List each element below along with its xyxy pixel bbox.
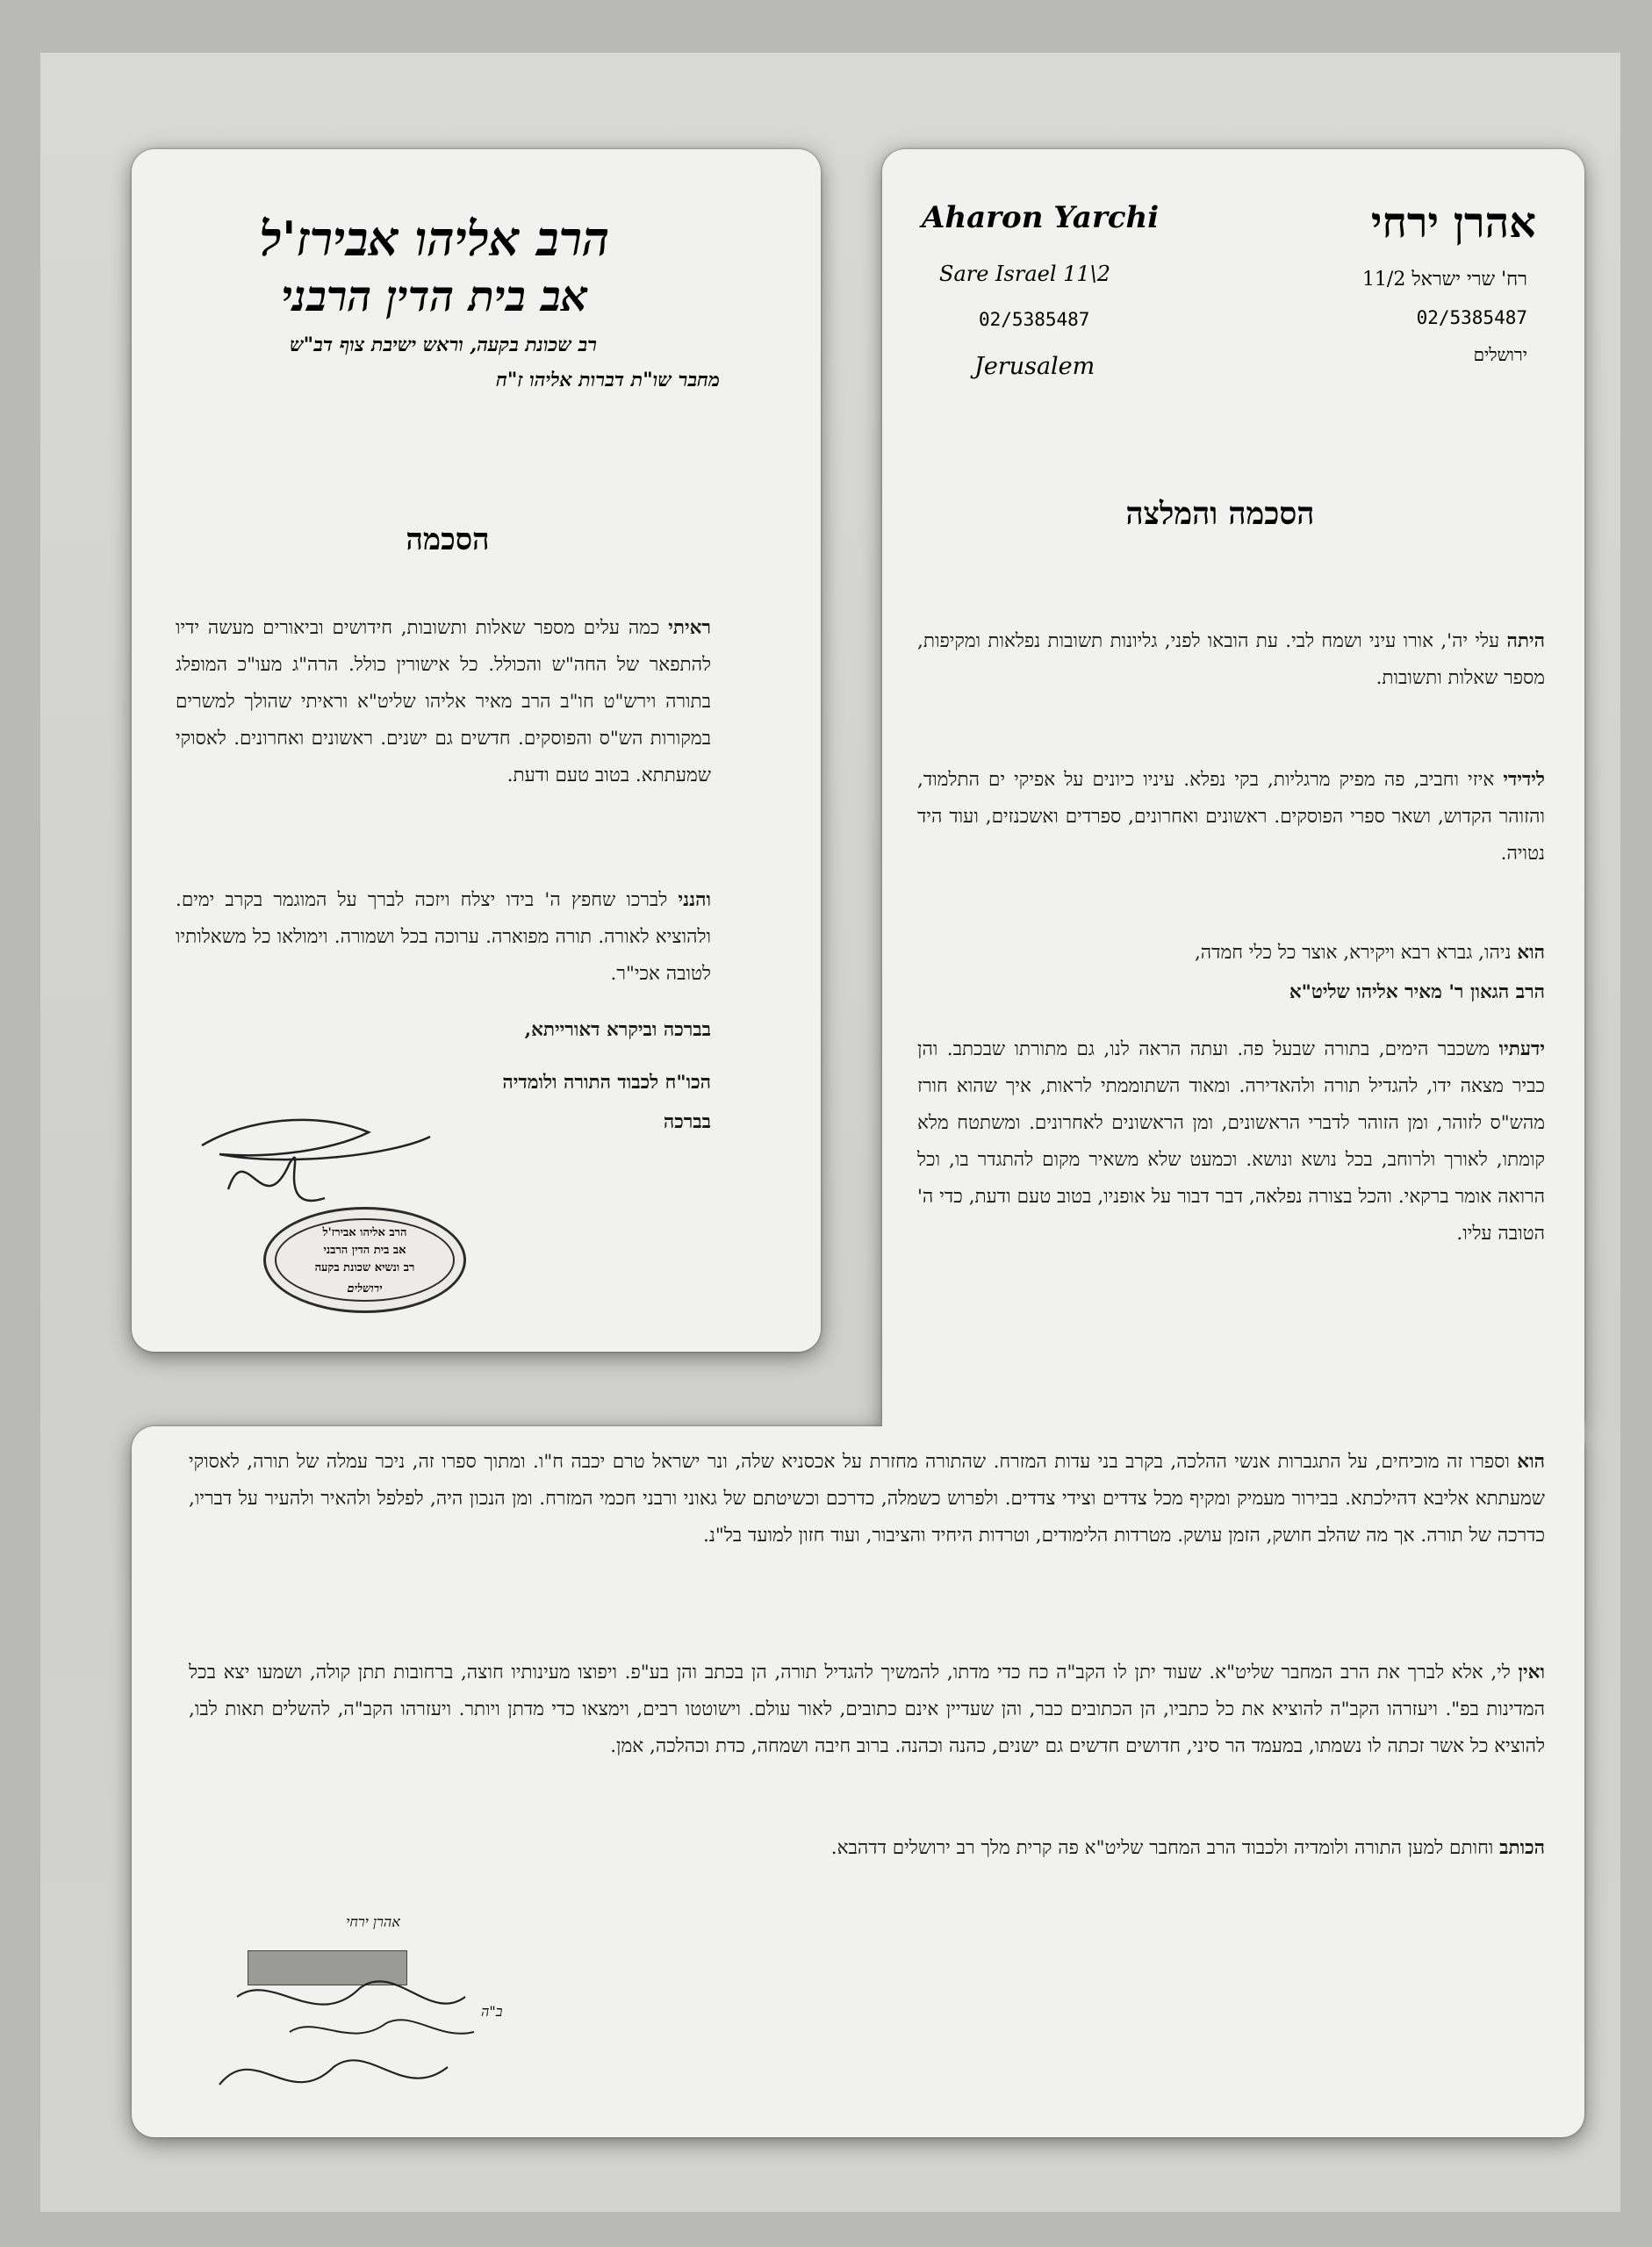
- signature-name-top: אהרן ירחי: [346, 1913, 400, 1930]
- right-paragraph-3: הוא ניהו, גברא רבא ויקירא, אוצר כל כלי חמדה,: [1194, 942, 1545, 964]
- letterhead-hebrew-address: רח' שרי ישראל 11/2: [1361, 269, 1527, 291]
- right-paragraph-4: הרב הגאון ר' מאיר אליהו שליט"א: [1289, 981, 1545, 1003]
- bottom-paragraph-2: ואין לי, אלא לברך את הרב המחבר שליט"א. שעוד יתן לו הקב"ה כח כדי מדתו, להמשיך להגדיל תורה, הן בכתב והן בע"פ. ויפוצו מעינותיו חוצה, ברחובות תתן קולה, ושמעו יצא בכל המדינות בפ". ויעזרהו הקב"ה להוציא את כל כתביו, הן הכתובים כבר, והן שעדיין אינם כתובים, לאור עולם. וישוטטו רבים, וימצאו כדי מדתן ויותר. ויעזרהו הקב"ה, להשלים תאות לבו, להוציא כל אשר זכתה לו נשמתו, במעמד הר סיני, חדושים חדשים גם ישנים, כהנה וכהנה. ברוב חיבה ושמחה, כדת וכהלכה, אמן.: [189, 1662, 1545, 1757]
- bottom-paragraph-1: הוא וספרו זה מוכיחים, על התגברות אנשי ההלכה, בקרב בני עדות המזרח. שהתורה מחזרת על אכסניא שלה, ונר ישראל טרם יכבה ח"ו. ומתוך ספרו זה, ניכר עמלה של תורה, לאסוקי שמעתתא אליבא דהילכתא. בבירור מעמיק ומקיף מכל צדדים וצידי צדדים. ולפרוש כשמלה, כדרכם וכשיטתם של גאוני ורבני חכמי המזרח. ומן הנכון היה, לפלפל ולהאיר ולהעיר על דבריו, כדרכה של תורה. אך מה שהלב חושק, הזמן עושק. מטרדות הלימודים, וטרדות היחיד והציבור, ועוד חזון למועד בל"נ.: [189, 1451, 1545, 1547]
- left-paragraph-1: ראיתי כמה עלים מספר שאלות ותשובות, חידושים וביאורים מעשה ידיו להתפאר של החה"ש והכולל. כל אישורין כולל. הרה"ג מעו"כ המופלג בתורה וירש"ט חו"ב הרב מאיר אליהו שליט"א וראיתי שהולך למשרים במקורות הש"ס והפוסקים. חדשים גם ישנים. ראשונים ואחרונים. לאסוקי שמעתתא. בטוב טעם ודעת.: [176, 617, 711, 786]
- rabbi-position: רב שכונת בקעה, וראש ישיבת צוף דב"ש: [290, 334, 597, 356]
- bottom-paragraph-3: הכותב וחותם למען התורה ולומדיה ולכבוד הרב המחבר שליט"א פה קרית מלך רב ירושלים דדהבא.: [830, 1837, 1545, 1859]
- rabbi-title: אב בית הדין הרבני: [281, 272, 588, 321]
- left-closing-2: הכו"ח לכבוד התורה ולומדיה: [502, 1072, 711, 1094]
- rabbi-name: הרב אליהו אבירז'ל: [259, 211, 610, 267]
- left-paragraph-2: והנני לברכו שחפץ ה' בידו יצלח ויזכה לברך על המוגמר בקרב ימים. ולהוציא לאורה. תורה מפוארה. ערוכה בכל ושמורה. וימולאו כל משאלותיו לטובה אכי"ר.: [176, 889, 711, 985]
- letterhead-hebrew-city: ירושלים: [1473, 344, 1527, 365]
- letterhead-english-phone: 02/5385487: [979, 309, 1090, 330]
- left-closing-3: בברכה: [663, 1111, 711, 1133]
- rabbinic-stamp: הרב אליהו אבירז'ל אב בית הדין הרבני רב ונשיא שכונת בקעה ירושלים: [263, 1207, 466, 1313]
- right-paragraph-2: לידידי איזי וחביב, פה מפיק מרגליות, בקי נפלא. עיניו כיונים על אפיקי ים התלמוד, והזוהר הקדוש, ושאר ספרי הפוסקים. ראשונים ואחרונים, ספרדים ואשכנזים, ועוד היד נטויה.: [917, 769, 1545, 865]
- letterhead-english-name: Aharon Yarchi: [922, 200, 1160, 235]
- letterhead-english-address: Sare Israel 11\2: [939, 262, 1111, 286]
- right-signature: [184, 1935, 535, 2120]
- rabbi-author-of: מחבר שו"ת דברות אליהו ז"ח: [495, 369, 720, 391]
- right-paragraph-1: היתה עלי יה', אורו עיני ושמח לבי. עת הובאו לפני, גליונות תשובות נפלאות ומקיפות, מספר שאלות ותשובות.: [917, 630, 1545, 689]
- left-heading: הסכמה: [406, 522, 490, 557]
- right-heading: הסכמה והמלצה: [1125, 496, 1315, 532]
- right-paragraph-5: ידעתיו משכבר הימים, בתורה שבעל פה. ועתה הראה לנו, גם מתורתו שבכתב. והן כביר מצאה ידו, להגדיל תורה ולהאדירה. ומאוד השתוממתי לראות, איך שהוא חורז מהש"ס לזוהר, ומן הזוהר לדברי הראשונים, ומן הראשונים לאחרונים. ומשתטח מלא קומתו, לאורך ולרוחב, בכל נושא ונושא. וכמעט שלא משאיר מקום להתגדר בו, וכל הרואה אומר ברקאי. והכל בצורה נפלאה, דבר דבור על אופניו, בטוב טעם ודעת, כדי ה' הטובה עליו.: [917, 1038, 1545, 1245]
- left-closing-1: בברכה וביקרא דאורייתא,: [524, 1019, 711, 1041]
- letterhead-english-city: Jerusalem: [974, 353, 1095, 380]
- signature-note: ב"ה: [481, 2003, 503, 2020]
- letterhead-hebrew-phone: 02/5385487: [1416, 307, 1527, 328]
- letterhead-hebrew-name: אהרן ירחי: [1370, 198, 1536, 248]
